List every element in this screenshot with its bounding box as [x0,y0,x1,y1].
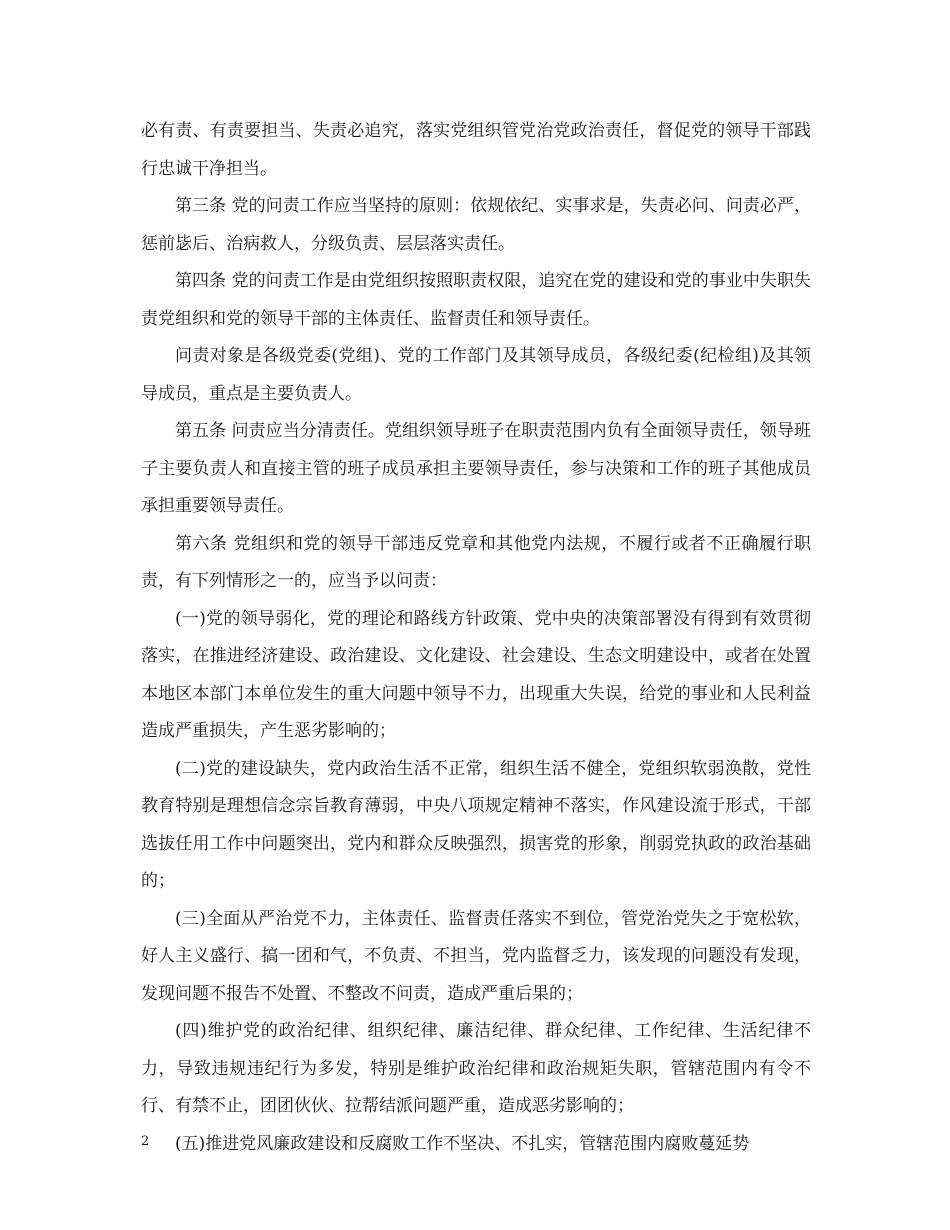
paragraph-article-6: 第六条 党组织和党的领导干部违反党章和其他党内法规，不履行或者不正确履行职责，有下列情形之一的，应当予以问责： [141,533,811,591]
paragraph-article-4: 第四条 党的问责工作是由党组织按照职责权限，追究在党的建设和党的事业中失职失责党组织和党的领导干部的主体责任、监督责任和领导责任。 [141,271,811,329]
paragraph-item-5: (五)推进党风廉政建设和反腐败工作不坚决、不扎实，管辖范围内腐败蔓延势 [175,1133,750,1154]
paragraph-accountability-targets: 问责对象是各级党委(党组)、党的工作部门及其领导成员，各级纪委(纪检组)及其领导成员，重点是主要负责人。 [141,346,811,404]
paragraph-item-4: (四)维护党的政治纪律、组织纪律、廉洁纪律、群众纪律、工作纪律、生活纪律不力，导致违规违纪行为多发，特别是维护政治纪律和政治规矩失职，管辖范围内有令不行、有禁不止，团团伙伙、拉帮结派问题严重，造成恶劣影响的； [141,1021,811,1116]
paragraph-continuation: 必有责、有责要担当、失责必追究，落实党组织管党治党政治责任，督促党的领导干部践行忠诚干净担当。 [141,121,811,179]
paragraph-article-5: 第五条 问责应当分清责任。党组织领导班子在职责范围内负有全面领导责任，领导班子主要负责人和直接主管的班子成员承担主要领导责任，参与决策和工作的班子其他成员承担重要领导责任。 [141,421,811,516]
document-body [141,113,811,1163]
paragraph-item-2: (二)党的建设缺失，党内政治生活不正常，组织生活不健全，党组织软弱涣散，党性教育特别是理想信念宗旨教育薄弱，中央八项规定精神不落实，作风建设流于形式，干部选拔任用工作中问题突出，党内和群众反映强烈，损害党的形象，削弱党执政的政治基础的； [141,758,811,891]
paragraph-item-3: (三)全面从严治党不力，主体责任、监督责任落实不到位，管党治党失之于宽松软，好人主义盛行、搞一团和气，不负责、不担当，党内监督乏力，该发现的问题没有发现，发现问题不报告不处置、不整改不问责，造成严重后果的； [141,908,811,1004]
paragraph-item-1: (一)党的领导弱化，党的理论和路线方针政策、党中央的决策部署没有得到有效贯彻落实，在推进经济建设、政治建设、文化建设、社会建设、生态文明建设中，或者在处置本地区本部门本单位发生的重大问题中领导不力，出现重大失误，给党的事业和人民利益造成严重损失，产生恶劣影响的； [141,608,811,741]
paragraph-article-3: 第三条 党的问责工作应当坚持的原则：依规依纪、实事求是，失责必问、问责必严，惩前毖后、治病救人，分级负责、层层落实责任。 [141,196,811,254]
page-number: 2 [141,1134,150,1149]
